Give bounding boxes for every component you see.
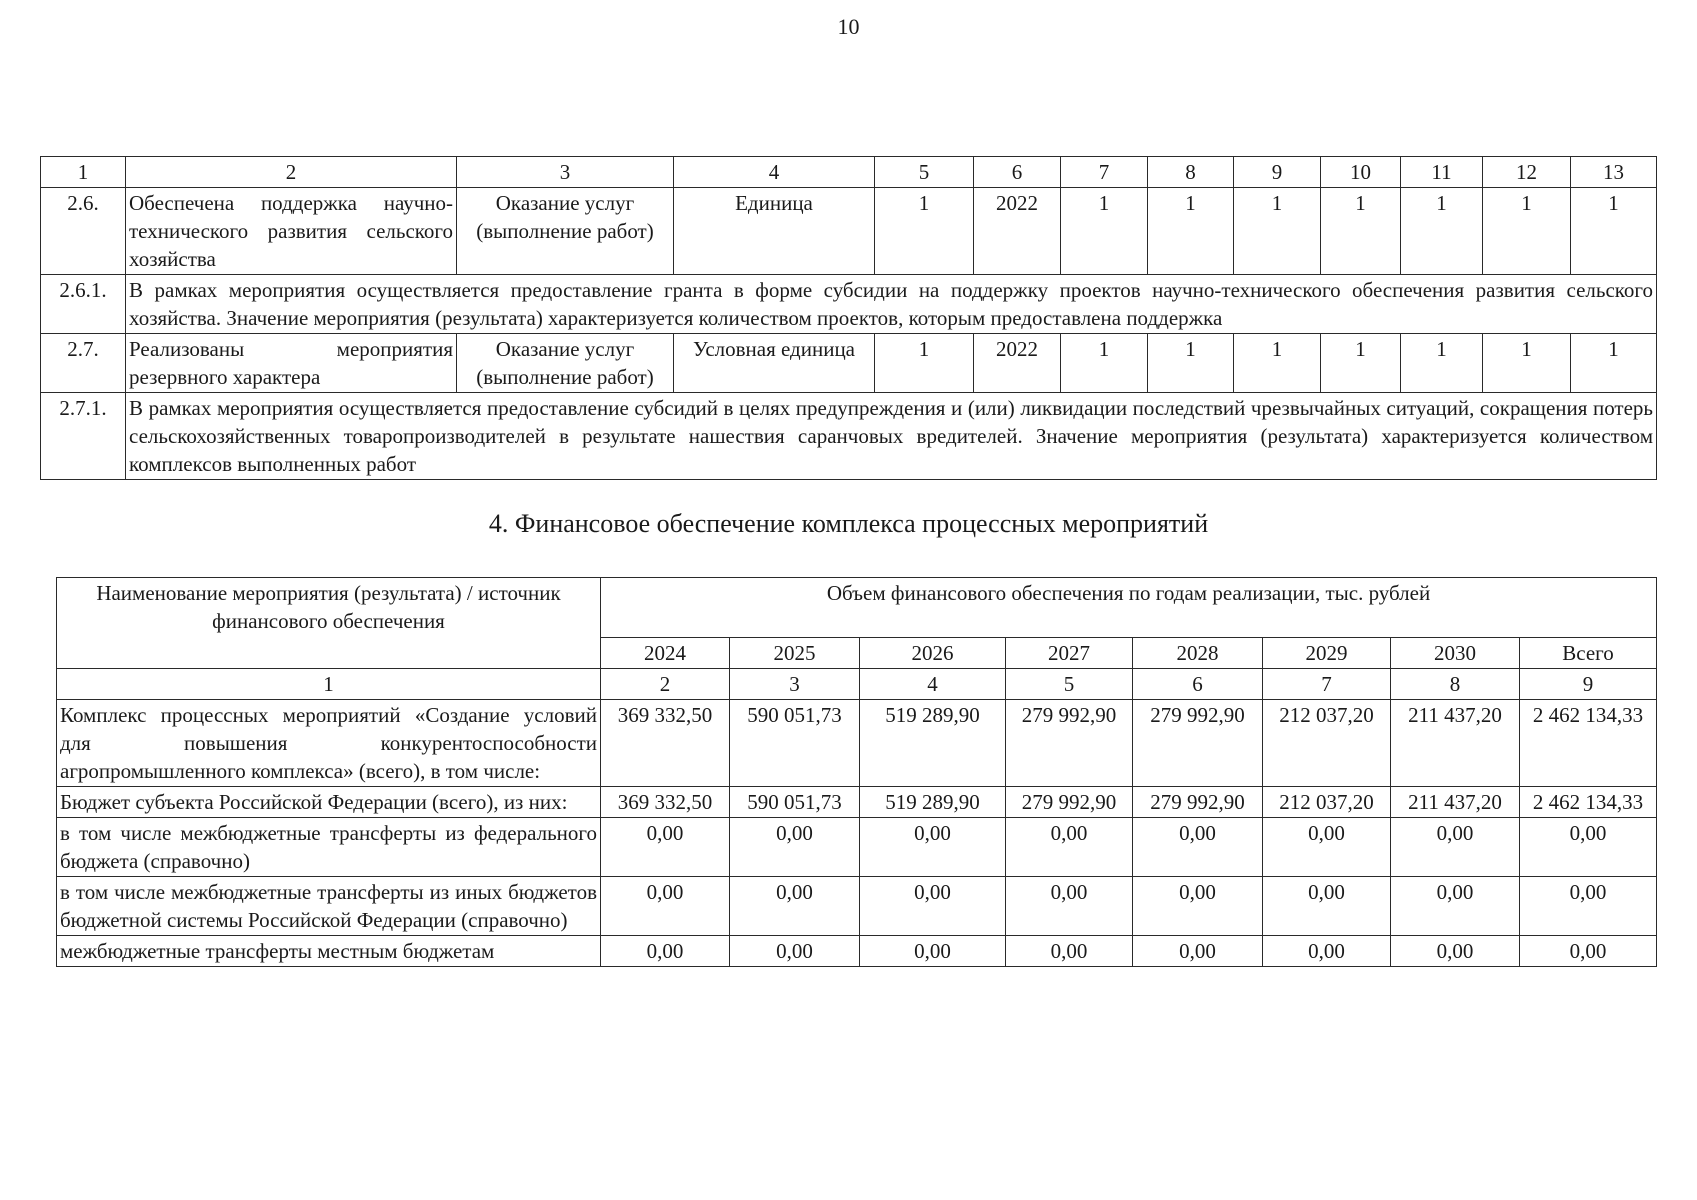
amount-cell: 0,00: [601, 936, 730, 967]
value-cell: 1: [1148, 188, 1234, 275]
value-cell: 2022: [974, 334, 1061, 393]
amount-cell: 369 332,50: [601, 787, 730, 818]
column-number: 4: [860, 669, 1006, 700]
amount-cell: 279 992,90: [1133, 700, 1263, 787]
column-number: 12: [1483, 157, 1571, 188]
amount-cell: 0,00: [601, 818, 730, 877]
page-number: 10: [837, 14, 860, 39]
column-number: 9: [1234, 157, 1321, 188]
table-row: [57, 936, 1657, 967]
value-cell: 1: [1401, 188, 1483, 275]
amount-cell: 0,00: [1133, 877, 1263, 936]
amount-cell: 0,00: [860, 936, 1006, 967]
row-description: В рамках мероприятия осуществляется предоставление гранта в форме субсидии на поддержку проектов научно-технического обеспечения развития сельского хозяйства. Значение мероприятия (результата) характеризуется количеством проектов, которым предоставлена поддержка: [126, 275, 1657, 334]
row-number: 2.6.: [41, 188, 126, 275]
result-type: Оказание услуг (выполнение работ): [457, 188, 674, 275]
column-number: 3: [730, 669, 860, 700]
total-cell: 2 462 134,33: [1520, 787, 1657, 818]
row-label: Комплекс процессных мероприятий «Создание условий для повышения конкурентоспособности агропромышленного комплекса» (всего), в том числе:: [57, 700, 601, 787]
amount-cell: 0,00: [601, 877, 730, 936]
column-number: 10: [1321, 157, 1401, 188]
table-row: [41, 393, 1657, 480]
amount-cell: 0,00: [730, 936, 860, 967]
table-row: [57, 700, 1657, 787]
table-row: [57, 818, 1657, 877]
value-cell: 1: [1321, 334, 1401, 393]
column-number: 3: [457, 157, 674, 188]
year-header: 2024: [601, 638, 730, 669]
value-cell: 1: [1483, 334, 1571, 393]
column-number: 1: [41, 157, 126, 188]
column-number: 5: [1006, 669, 1133, 700]
amount-cell: 0,00: [1006, 936, 1133, 967]
amount-cell: 519 289,90: [860, 787, 1006, 818]
amount-cell: 0,00: [1263, 936, 1391, 967]
value-cell: 1: [1061, 334, 1148, 393]
amount-cell: 0,00: [1133, 936, 1263, 967]
column-number: 11: [1401, 157, 1483, 188]
column-number: 8: [1148, 157, 1234, 188]
amount-cell: 0,00: [1391, 877, 1520, 936]
year-header: 2030: [1391, 638, 1520, 669]
column-number: 2: [126, 157, 457, 188]
value-cell: 1: [1148, 334, 1234, 393]
amount-cell: 0,00: [730, 818, 860, 877]
column-number: 13: [1571, 157, 1657, 188]
row-label: в том числе межбюджетные трансферты из иных бюджетов бюджетной системы Российской Федерации (справочно): [57, 877, 601, 936]
table-header-row: [41, 157, 1657, 188]
amount-cell: 0,00: [730, 877, 860, 936]
unit-of-measure: Условная единица: [674, 334, 875, 393]
amount-cell: 0,00: [1006, 818, 1133, 877]
row-number: 2.7.: [41, 334, 126, 393]
amount-cell: 212 037,20: [1263, 787, 1391, 818]
column-number: 1: [57, 669, 601, 700]
value-cell: 2022: [974, 188, 1061, 275]
total-cell: 2 462 134,33: [1520, 700, 1657, 787]
year-header: 2025: [730, 638, 860, 669]
table-header-row: [57, 578, 1657, 638]
total-cell: 0,00: [1520, 936, 1657, 967]
amount-cell: 0,00: [860, 818, 1006, 877]
table-row: [41, 275, 1657, 334]
table-row: [57, 877, 1657, 936]
amount-cell: 590 051,73: [730, 787, 860, 818]
amount-cell: 369 332,50: [601, 700, 730, 787]
value-cell: 1: [1234, 334, 1321, 393]
year-header: 2027: [1006, 638, 1133, 669]
total-header: Всего: [1520, 638, 1657, 669]
year-header: 2028: [1133, 638, 1263, 669]
amount-cell: 279 992,90: [1006, 787, 1133, 818]
value-cell: 1: [1234, 188, 1321, 275]
section-title: 4. Финансовое обеспечение комплекса процессных мероприятий: [488, 509, 1209, 538]
volume-column-header: Объем финансового обеспечения по годам реализации, тыс. рублей: [601, 578, 1657, 638]
total-cell: 0,00: [1520, 877, 1657, 936]
row-label: межбюджетные трансферты местным бюджетам: [57, 936, 601, 967]
row-label: в том числе межбюджетные трансферты из федерального бюджета (справочно): [57, 818, 601, 877]
result-type: Оказание услуг (выполнение работ): [457, 334, 674, 393]
amount-cell: 0,00: [1391, 936, 1520, 967]
column-number: 6: [1133, 669, 1263, 700]
column-number: 5: [875, 157, 974, 188]
amount-cell: 0,00: [860, 877, 1006, 936]
table-row: [41, 334, 1657, 393]
value-cell: 1: [1571, 334, 1657, 393]
column-number: 4: [674, 157, 875, 188]
value-cell: 1: [875, 334, 974, 393]
column-number: 6: [974, 157, 1061, 188]
amount-cell: 212 037,20: [1263, 700, 1391, 787]
amount-cell: 519 289,90: [860, 700, 1006, 787]
unit-of-measure: Единица: [674, 188, 875, 275]
column-number: 7: [1263, 669, 1391, 700]
table-row: [57, 787, 1657, 818]
amount-cell: 590 051,73: [730, 700, 860, 787]
column-number: 7: [1061, 157, 1148, 188]
column-number: 8: [1391, 669, 1520, 700]
year-header: 2026: [860, 638, 1006, 669]
row-description: В рамках мероприятия осуществляется предоставление субсидий в целях предупреждения и (или) ликвидации последствий чрезвычайных ситуаций, сокращения потерь сельскохозяйственных товаропроизводителей в результате нашествия саранчовых вредителей. Значение мероприятия (результата) характеризуется количеством комплексов выполненных работ: [126, 393, 1657, 480]
row-number: 2.7.1.: [41, 393, 126, 480]
column-numbers-row: [57, 669, 1657, 700]
value-cell: 1: [1571, 188, 1657, 275]
amount-cell: 0,00: [1006, 877, 1133, 936]
value-cell: 1: [1061, 188, 1148, 275]
column-number: 2: [601, 669, 730, 700]
value-cell: 1: [1401, 334, 1483, 393]
amount-cell: 279 992,90: [1006, 700, 1133, 787]
amount-cell: 211 437,20: [1391, 787, 1520, 818]
amount-cell: 211 437,20: [1391, 700, 1520, 787]
amount-cell: 279 992,90: [1133, 787, 1263, 818]
amount-cell: 0,00: [1391, 818, 1520, 877]
value-cell: 1: [875, 188, 974, 275]
amount-cell: 0,00: [1263, 818, 1391, 877]
value-cell: 1: [1321, 188, 1401, 275]
year-header: 2029: [1263, 638, 1391, 669]
result-name: Реализованы мероприятия резервного характера: [126, 334, 457, 393]
amount-cell: 0,00: [1263, 877, 1391, 936]
row-number: 2.6.1.: [41, 275, 126, 334]
column-number: 9: [1520, 669, 1657, 700]
name-column-header: Наименование мероприятия (результата) / источник финансового обеспечения: [57, 578, 601, 669]
result-name: Обеспечена поддержка научно-технического развития сельского хозяйства: [126, 188, 457, 275]
amount-cell: 0,00: [1133, 818, 1263, 877]
indicators-table: [40, 156, 1657, 480]
row-label: Бюджет субъекта Российской Федерации (всего), из них:: [57, 787, 601, 818]
value-cell: 1: [1483, 188, 1571, 275]
total-cell: 0,00: [1520, 818, 1657, 877]
financing-table: [56, 577, 1657, 967]
table-row: [41, 188, 1657, 275]
